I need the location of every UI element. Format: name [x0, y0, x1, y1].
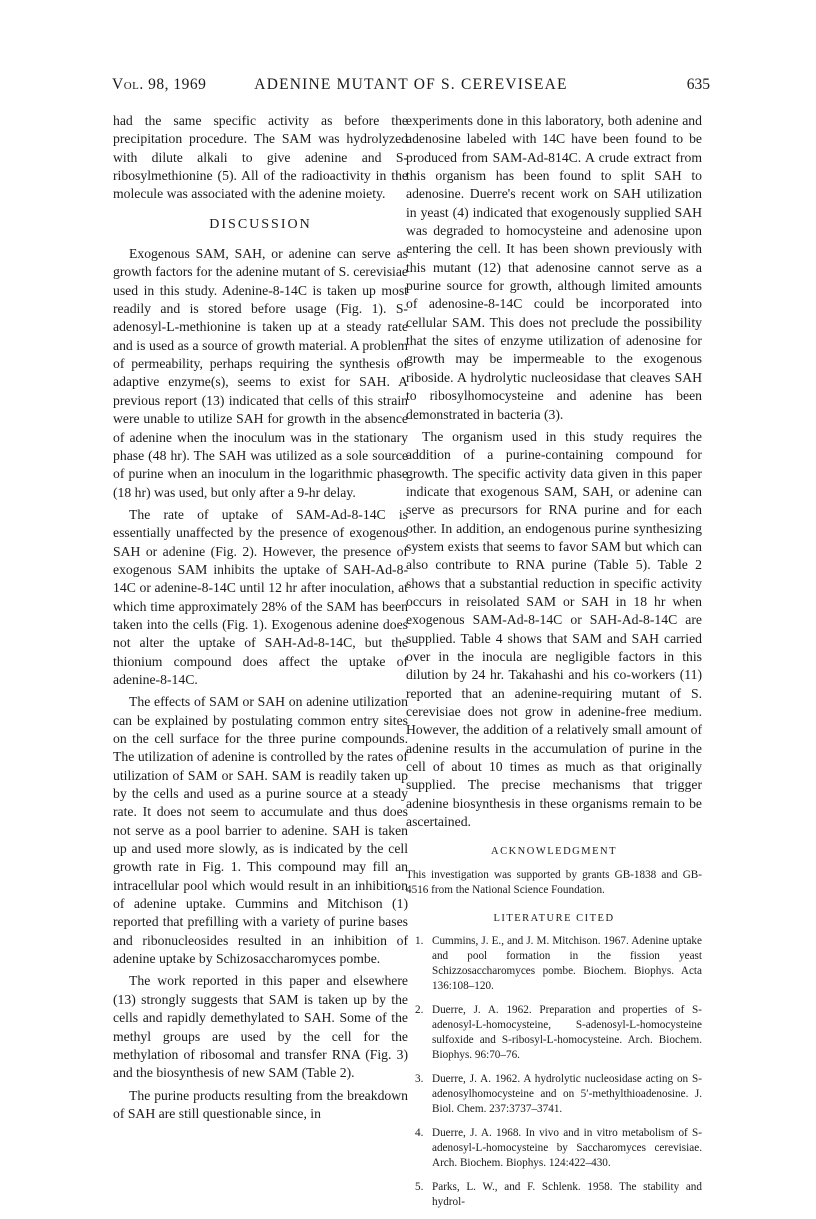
volume-label: Vol. 98, 1969 [112, 76, 207, 93]
running-header [112, 76, 710, 100]
running-title: ADENINE MUTANT OF S. CEREVISEAE [254, 76, 568, 93]
literature-cited-heading: LITERATURE CITED [493, 912, 615, 924]
paragraph: The organism used in this study requires the addition of a purine-containing compound for growth. The specific activity data given in this paper indicate that exogenous SAM, SAH, or adenine can serve as precursors for RNA purine and for each other. In addition, an endogenous purine synthesizing system exists that seems to favor SAM but which can also contribute to RNA purine (Table 5). Table 2 shows that a substantial reduction in specific activity occurs in reisolated SAM or SAH in 18 hr when exogenous SAM-Ad-8-14C or SAH-Ad-8-14C are supplied. Table 4 shows that SAM and SAH carried over in the inocula are negligible factors in this dilution by 24 hr. Takahashi and his co-workers (11) reported that an adenine-requiring mutant of S. cerevisiae does not grow in adenine-free medium. However, the addition of a relatively small amount of adenine results in the accumulation of purine in the cell of about 10 times as much as that originally supplied. The precise mechanisms that trigger adenine biosynthesis in these organisms remain to be ascertained. [406, 428, 702, 830]
reference-item: 4. Duerre, J. A. 1968. In vivo and in vitro metabolism of S-adenosyl-L-homocysteine by Saccharomyces cerevisiae. Arch. Biochem. Biophys. 124:422–430. [415, 1127, 702, 1170]
paragraph: The work reported in this paper and elsewhere (13) strongly suggests that SAM is taken up by the cells and rapidly demethylated to SAH. Some of the methyl groups are used by the cell for the methylation of ribosomal and transfer RNA (Fig. 3) and the biosynthesis of new SAM (Table 2). [113, 973, 408, 1081]
reference-item: 1. Cummins, J. E., and J. M. Mitchison. 1967. Adenine uptake and pool formation in the fission yeast Schizzosaccharomyces pombe. Biochem. Biophys. Acta 136:108–120. [415, 935, 702, 993]
acknowledgment-heading: ACKNOWLEDGMENT [491, 846, 617, 858]
acknowledgment-text: This investigation was supported by grants GB-1838 and GB-4516 from the National Science Foundation. [406, 868, 702, 896]
reference-item: 3. Duerre, J. A. 1962. A hydrolytic nucleosidase acting on S-adenosylhomocysteine and on 5′-methylthioadenosine. J. Biol. Chem. 237:3737–3741. [415, 1073, 702, 1116]
paragraph: Exogenous SAM, SAH, or adenine can serve as growth factors for the adenine mutant of S. cerevisiae used in this study. Adenine-8-14C is taken up most readily and is stored before usage (Fig. 1). S-adenosyl-L-methionine is taken up at a steady rate and is used as a source of growth material. A problem of permeability, perhaps requiring the synthesis of adaptive enzyme(s), seems to exist for SAH. A previous report (13) indicated that cells of this strain were unable to utilize SAH for growth in the absence of adenine when the inoculum was in the stationary phase (48 hr). The SAH was utilized as a sole source of purine when an inoculum in the logarithmic phase (18 hr) was used, but only after a 9-hr delay. [113, 246, 408, 500]
reference-list [406, 934, 702, 1210]
reference-item: 2. Duerre, J. A. 1962. Preparation and properties of S-adenosyl-L-homocysteine, S-adenosyl-L-homocysteine sulfoxide and S-ribosyl-L-homocysteine. Arch. Biochem. Biophys. 96:70–76. [415, 1004, 702, 1062]
paragraph: had the same specific activity as before the precipitation procedure. The SAM was hydrolyzed with dilute alkali to give adenine and S-ribosylmethionine (5). All of the radioactivity in the molecule was associated with the adenine moiety. [113, 113, 408, 202]
discussion-heading: DISCUSSION [209, 216, 312, 232]
right-column [406, 112, 702, 1219]
paragraph: The rate of uptake of SAM-Ad-8-14C is essentially unaffected by the presence of exogenous SAH or adenine (Fig. 2). However, the presence of exogenous SAM inhibits the uptake of SAH-Ad-8-14C or adenine-8-14C until 12 hr after inoculation, at which time approximately 28% of the SAM has been taken into the cells (Fig. 1). Exogenous adenine does not alter the uptake of SAH-Ad-8-14C, but the thionium compound does affect the uptake of adenine-8-14C. [113, 506, 408, 687]
paragraph: The effects of SAM or SAH on adenine utilization can be explained by postulating common entry sites on the cell surface for the three purine compounds. The utilization of adenine is controlled by the rates of utilization of SAM or SAH. SAM is readily taken up by the cells and used as a purine source at a steady rate. It does not seem to accumulate and thus does not serve as a pool barrier to adenine. SAH is taken up and used more slowly, as is indicated by the cell growth rate in Fig. 1. This compound may fill an intracellular pool which would result in an inhibition of adenine uptake. Cummins and Mitchison (1) reported that prefilling with a variety of purine bases and ribonucleosides resulted in an inhibition of adenine uptake by Schizosaccharomyces pombe. [113, 694, 408, 967]
page-number: 635 [686, 76, 710, 93]
paragraph: experiments done in this laboratory, both adenine and adenosine labeled with 14C have been found to be produced from SAM-Ad-814C. A crude extract from this organism has been found to split SAH to adenosine. Duerre's recent work on SAH utilization in yeast (4) indicated that exogenously supplied SAH was degraded to homocysteine and adenosine upon entering the cell. It has been shown previously with this mutant (12) that adenosine cannot serve as a purine source for growth, although limited amounts of adenosine-8-14C could be incorporated into cellular SAM. This does not preclude the possibility that the sites of enzyme utilization of adenosine for growth may be impermeable to the exogenous riboside. A hydrolytic nucleosidase that cleaves SAH to ribosylhomocysteine and adenine has been demonstrated in bacteria (3). [406, 113, 702, 422]
reference-item: 5. Parks, L. W., and F. Schlenk. 1958. The stability and hydrol- [415, 1181, 702, 1209]
left-column [113, 112, 408, 1123]
paragraph: The purine products resulting from the breakdown of SAH are still questionable since, in [113, 1087, 408, 1121]
